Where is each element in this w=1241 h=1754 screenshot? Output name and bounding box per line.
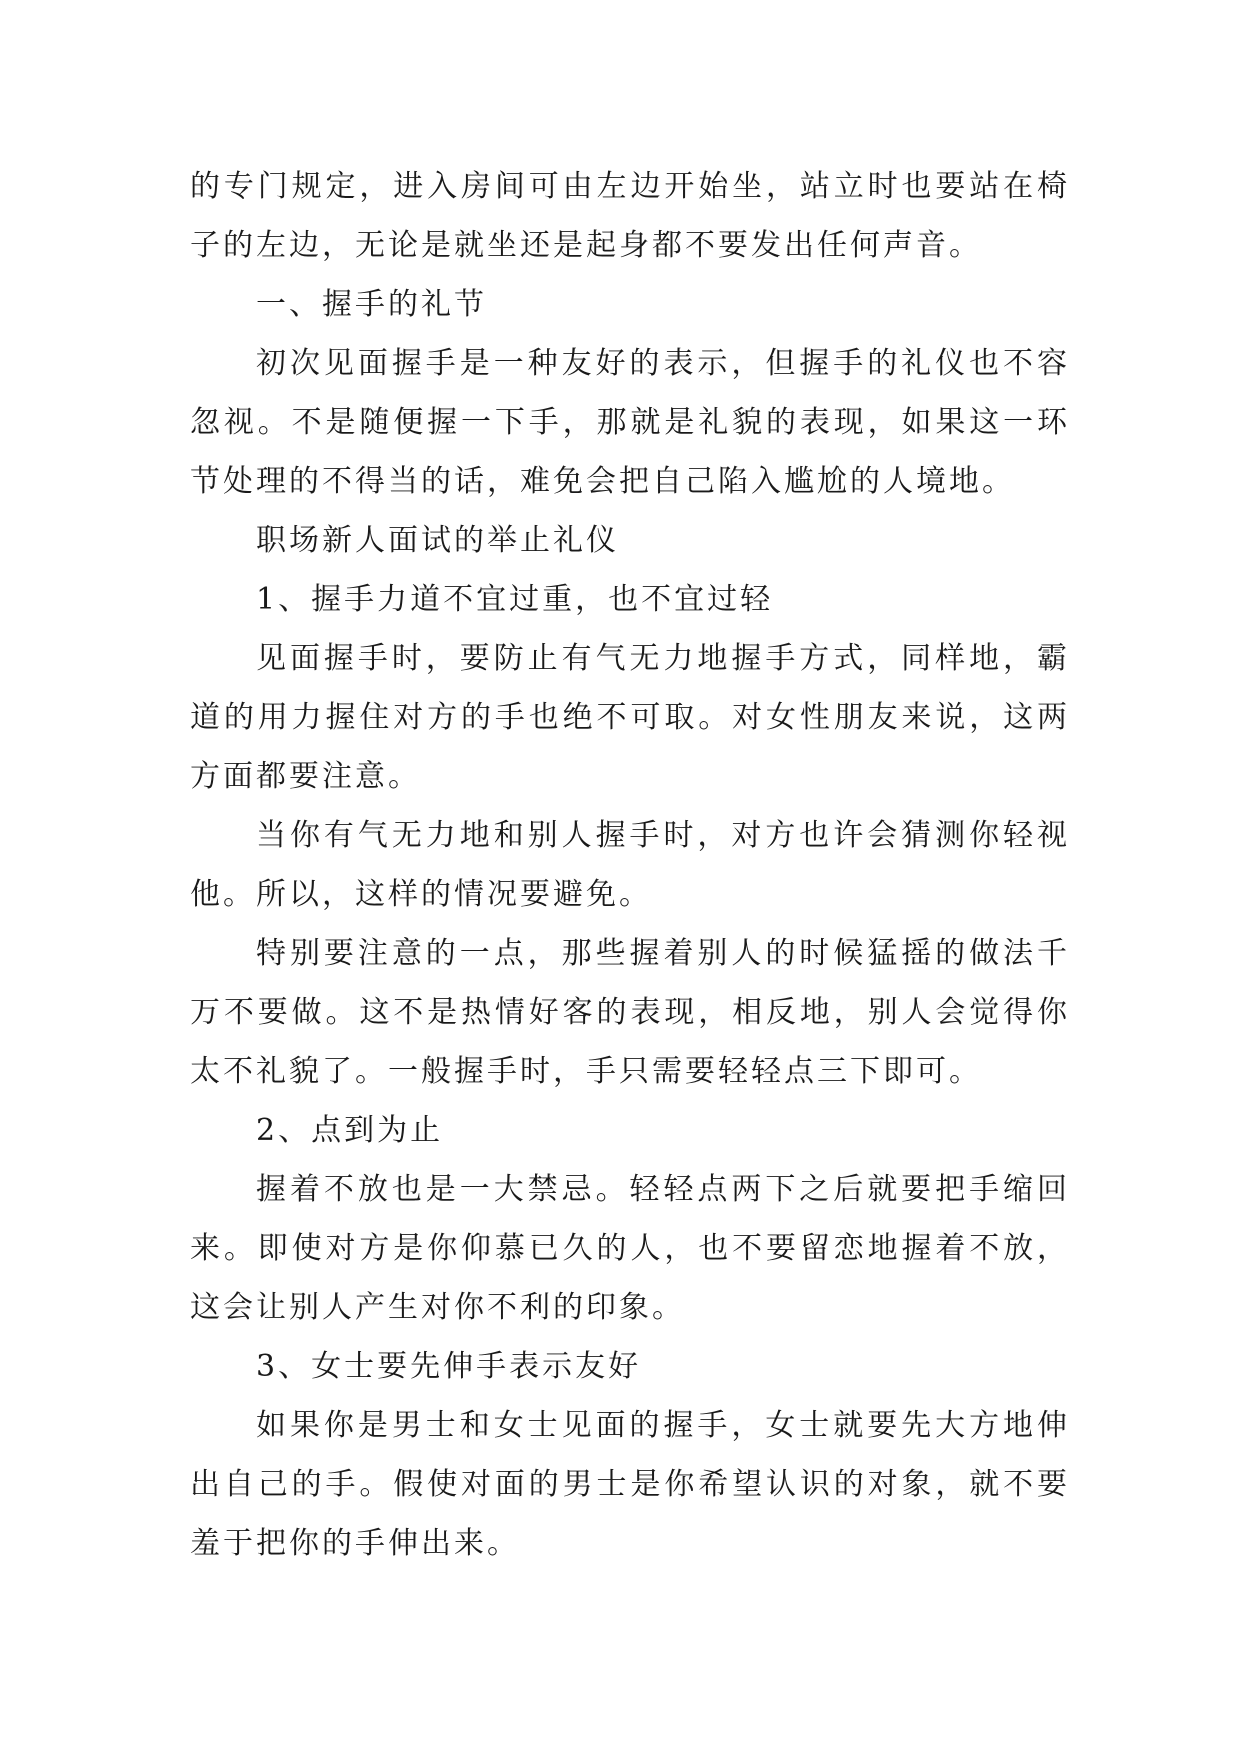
paragraph: 特别要注意的一点，那些握着别人的时候猛摇的做法千万不要做。这不是热情好客的表现，相反地，别人会觉得你太不礼貌了。一般握手时，手只需要轻轻点三下即可。 <box>190 936 1070 1089</box>
paragraph: 当你有气无力地和别人握手时，对方也许会猜测你轻视他。所以，这样的情况要避免。 <box>190 818 1070 912</box>
paragraph: 初次见面握手是一种友好的表示，但握手的礼仪也不容忽视。不是随便握一下手，那就是礼貌的表现，如果这一环节处理的不得当的话，难免会把自己陷入尴尬的人境地。 <box>190 346 1070 499</box>
paragraph: 见面握手时，要防止有气无力地握手方式，同样地，霸道的用力握住对方的手也绝不可取。对女性朋友来说，这两方面都要注意。 <box>190 641 1070 794</box>
paragraph: 如果你是男士和女士见面的握手，女士就要先大方地伸出自己的手。假使对面的男士是你希望认识的对象，就不要羞于把你的手伸出来。 <box>190 1408 1070 1561</box>
section-heading-interview-manners: 职场新人面试的举止礼仪 <box>256 523 619 558</box>
subheading-stop-at-point: 2、点到为止 <box>256 1113 444 1148</box>
subheading-women-offer-hand-first: 3、女士要先伸手表示友好 <box>256 1349 642 1384</box>
paragraph-continuation: 的专门规定，进入房间可由左边开始坐，站立时也要站在椅子的左边，无论是就坐还是起身都不要发出任何声音。 <box>190 169 1070 263</box>
document-body <box>190 157 1070 1573</box>
subheading-grip-strength: 1、握手力道不宜过重，也不宜过轻 <box>256 582 774 617</box>
section-heading-handshake-etiquette: 一、握手的礼节 <box>256 287 487 322</box>
paragraph: 握着不放也是一大禁忌。轻轻点两下之后就要把手缩回来。即使对方是你仰慕已久的人，也不要留恋地握着不放，这会让别人产生对你不利的印象。 <box>190 1172 1070 1325</box>
